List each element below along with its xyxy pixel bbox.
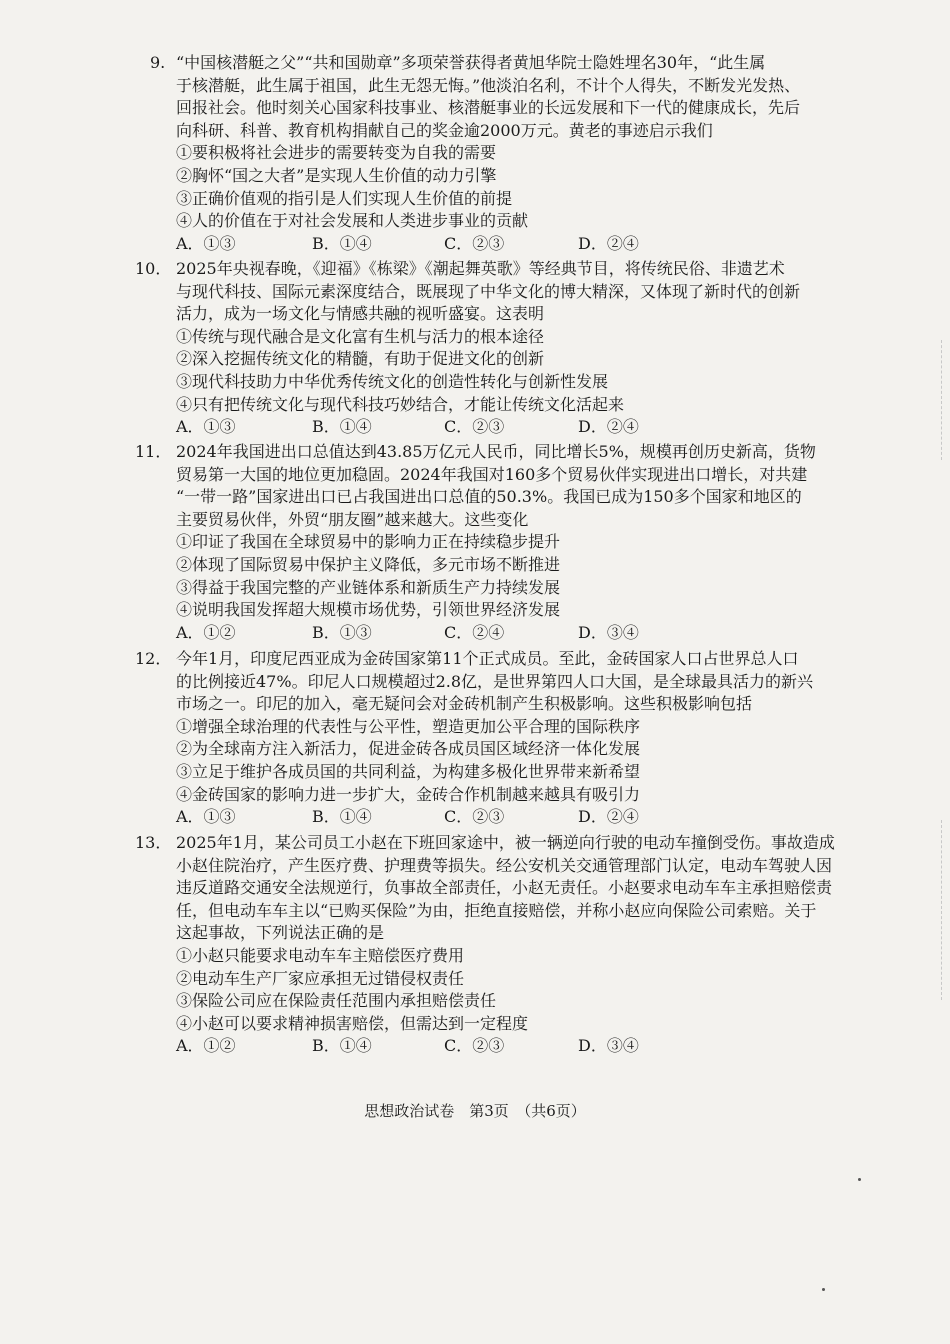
question-number: 10． xyxy=(135,259,172,278)
statement-item: ③保险公司应在保险责任范围内承担赔偿责任 xyxy=(176,991,497,1011)
option-d: D．②④ xyxy=(578,233,639,253)
option-c: C．②③ xyxy=(444,807,505,827)
statement-item: ③立足于维护各成员国的共同利益，为构建多极化世界带来新希望 xyxy=(176,762,641,781)
stem-line: 今年1月，印度尼西亚成为金砖国家第11个正式成员。至此，金砖国家人口占世界总人口 xyxy=(176,649,799,668)
stem-line: 贸易第一大国的地位更加稳固。2024年我国对160多个贸易伙伴实现进出口增长，对共建 xyxy=(176,464,808,484)
statement-item: ④金砖国家的影响力进一步扩大，金砖合作机制越来越具有吸引力 xyxy=(176,784,641,804)
stem-line: 2025年1月，某公司员工小赵在下班回家途中，被一辆逆向行驶的电动车撞倒受伤。事故造成 xyxy=(176,833,835,852)
option-d: D．②④ xyxy=(578,417,639,437)
option-c: C．②③ xyxy=(444,417,505,437)
scan-edge-line xyxy=(940,340,942,460)
statement-item: ①增强全球治理的代表性与公平性，塑造更加公平合理的国际秩序 xyxy=(176,716,641,736)
option-d: D．③④ xyxy=(578,1036,639,1056)
stem-line: 于核潜艇，此生属于祖国，此生无怨无悔。”他淡泊名利，不计个人得失，不断发光发热、 xyxy=(176,75,801,95)
stem-line: 任，但电动车车主以“已购买保险”为由，拒绝直接赔偿，并称小赵应向保险公司索赔。关于 xyxy=(176,900,817,920)
option-a: A．①③ xyxy=(176,417,236,437)
option-a: A．①③ xyxy=(176,807,236,827)
page-footer: 思想政治试卷 第3页 （共6页） xyxy=(364,1102,586,1120)
option-c: C．②③ xyxy=(444,1036,505,1056)
option-c: C．②③ xyxy=(444,233,505,253)
statement-item: ①传统与现代融合是文化富有生机与活力的根本途径 xyxy=(176,326,545,346)
statement-item: ③得益于我国完整的产业链体系和新质生产力持续发展 xyxy=(176,577,561,597)
statement-item: ④小赵可以要求精神损害赔偿，但需达到一定程度 xyxy=(176,1013,529,1033)
option-d: D．②④ xyxy=(578,807,639,827)
statement-item: ①小赵只能要求电动车车主赔偿医疗费用 xyxy=(176,946,465,965)
option-d: D．③④ xyxy=(578,622,639,642)
statement-item: ①印证了我国在全球贸易中的影响力正在持续稳步提升 xyxy=(176,532,561,552)
statement-item: ②电动车生产厂家应承担无过错侵权责任 xyxy=(176,968,465,988)
option-b: B．①④ xyxy=(312,233,372,253)
option-a: A．①② xyxy=(176,1036,236,1056)
stem-line: 这起事故，下列说法正确的是 xyxy=(176,923,385,943)
question-number: 13． xyxy=(135,833,172,852)
stem-line: 主要贸易伙伴，外贸“朋友圈”越来越大。这些变化 xyxy=(176,509,529,529)
statement-item: ③正确价值观的指引是人们实现人生价值的前提 xyxy=(176,188,513,208)
statement-item: ④说明我国发挥超大规模市场优势，引领世界经济发展 xyxy=(176,600,561,620)
option-b: B．①④ xyxy=(312,417,372,437)
scan-edge-line xyxy=(940,820,942,1000)
statement-item: ④只有把传统文化与现代科技巧妙结合，才能让传统文化活起来 xyxy=(176,394,625,414)
statement-item: ③现代科技助力中华优秀传统文化的创造性转化与创新性发展 xyxy=(176,372,609,391)
stem-line: “中国核潜艇之父”“共和国勋章”多项荣誉获得者黄旭华院士隐姓埋名30年，“此生属 xyxy=(176,53,766,72)
option-c: C．②④ xyxy=(444,622,505,642)
option-b: B．①④ xyxy=(312,807,372,827)
stem-line: 小赵住院治疗，产生医疗费、护理费等损失。经公安机关交通管理部门认定，电动车驾驶人因 xyxy=(176,855,833,875)
statement-item: ②胸怀“国之大者”是实现人生价值的动力引擎 xyxy=(176,166,497,185)
stem-line: 2025年央视春晚，《迎福》《栋梁》《潮起舞英歌》等经典节目，将传统民俗、非遗艺术 xyxy=(176,259,785,278)
option-a: A．①③ xyxy=(176,233,236,253)
statement-item: ①要积极将社会进步的需要转变为自我的需要 xyxy=(176,143,497,163)
stem-line: 市场之一。印尼的加入，毫无疑问会对金砖机制产生积极影响。这些积极影响包括 xyxy=(176,694,753,714)
statement-item: ②为全球南方注入新活力，促进金砖各成员国区域经济一体化发展 xyxy=(176,739,641,759)
statement-item: ②深入挖掘传统文化的精髓，有助于促进文化的创新 xyxy=(176,349,545,369)
scan-speck xyxy=(822,1288,825,1291)
question-number: 12． xyxy=(135,649,172,668)
statement-item: ④人的价值在于对社会发展和人类进步事业的贡献 xyxy=(176,211,529,231)
stem-line: 活力，成为一场文化与情感共融的视听盛宴。这表明 xyxy=(176,304,545,324)
statement-item: ②体现了国际贸易中保护主义降低，多元市场不断推进 xyxy=(176,555,561,574)
option-a: A．①② xyxy=(176,622,236,642)
stem-line: “一带一路”国家进出口已占我国进出口总值的50.3%。我国已成为150多个国家和地区的 xyxy=(176,487,802,507)
scan-speck xyxy=(858,1178,861,1181)
stem-line: 回报社会。他时刻关心国家科技事业、核潜艇事业的长远发展和下一代的健康成长，先后 xyxy=(176,98,801,118)
stem-line: 向科研、科普、教育机构捐献自己的奖金逾2000万元。黄老的事迹启示我们 xyxy=(176,120,713,140)
option-b: B．①④ xyxy=(312,1036,372,1056)
stem-line: 的比例接近47%。印尼人口规模超过2.8亿，是世界第四人口大国，是全球最具活力的新兴 xyxy=(176,671,814,691)
stem-line: 违反道路交通安全法规逆行，负事故全部责任，小赵无责任。小赵要求电动车车主承担赔偿责 xyxy=(176,878,833,898)
stem-line: 与现代科技、国际元素深度结合，既展现了中华文化的博大精深，又体现了新时代的创新 xyxy=(176,281,801,301)
question-number: 11． xyxy=(135,442,172,461)
question-number: 9. xyxy=(150,53,166,72)
stem-line: 2024年我国进出口总值达到43.85万亿元人民币，同比增长5%，规模再创历史新高，货物 xyxy=(176,442,816,461)
option-b: B．①③ xyxy=(312,622,372,642)
